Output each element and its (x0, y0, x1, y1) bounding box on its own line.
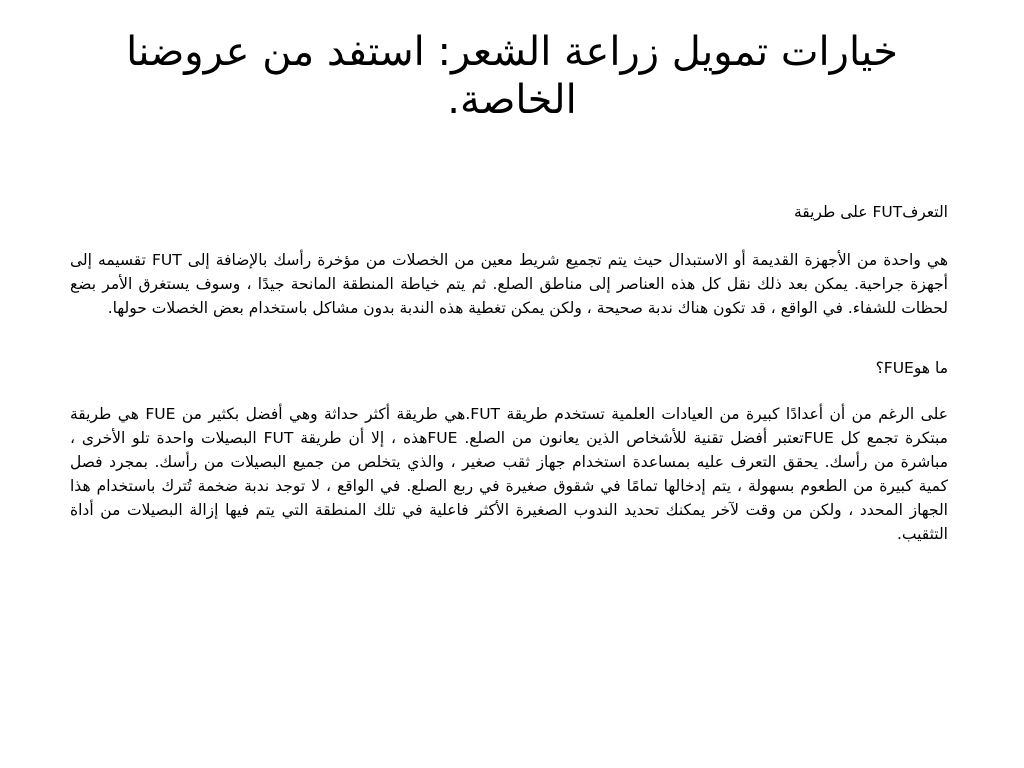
fut-heading: التعرفFUT على طريقة (793, 203, 948, 221)
slide-body (70, 200, 948, 546)
fue-heading: ما هوFUE؟ (875, 359, 948, 377)
fut-description: هي واحدة من الأجهزة القديمة أو الاستبدال حيث يتم تجميع شريط معين من الخصلات من مؤخرة رأسك بالإضافة إلى FUT تقسيمه إلى أجهزة جراحية. يمكن بعد ذلك نقل كل هذه العناصر إلى مناطق الصلع. ثم يتم خياطة المنطقة المانحة جيدًا ، وسوف يستغرق الأمر بضع لحظات للشفاء. في الواقع ، قد تكون هناك ندبة صحيحة ، ولكن يمكن تغطية هذه الندبة بدون مشاكل باستخدام بعض الخصلات حولها. (70, 251, 948, 317)
slide-title: خيارات تمويل زراعة الشعر: استفد من عروضنا الخاصة. (126, 29, 898, 123)
spacer (70, 320, 948, 356)
spacer (70, 380, 948, 402)
fue-description: على الرغم من أن أعدادًا كبيرة من العيادات العلمية تستخدم طريقة FUT.هي طريقة أكثر حداثة وهي أفضل بكثير من FUE هي طريقة مبتكرة تجمع كل FUEتعتبر أفضل تقنية للأشخاص الذين يعانون من الصلع. FUEهذه ، إلا أن طريقة FUT البصيلات واحدة تلو الأخرى ، مباشرة من رأسك. يحقق التعرف عليه بمساعدة استخدام جهاز ثقب صغير ، والذي يتخلص من جميع البصيلات من رأسك. بمجرد فصل كمية كبيرة من الطعوم بسهولة ، يتم إدخالها تمامًا في شقوق صغيرة في ربع الصلع. في الواقع ، لا توجد ندبة ضخمة تُترك باستخدام هذا الجهاز المحدد ، ولكن من وقت لآخر يمكنك تحديد الندوب الصغيرة الأكثر فاعلية في تلك المنطقة التي يتم فيها إزالة البصيلات من أداة التثقيب. (70, 405, 948, 543)
spacer (70, 224, 948, 248)
